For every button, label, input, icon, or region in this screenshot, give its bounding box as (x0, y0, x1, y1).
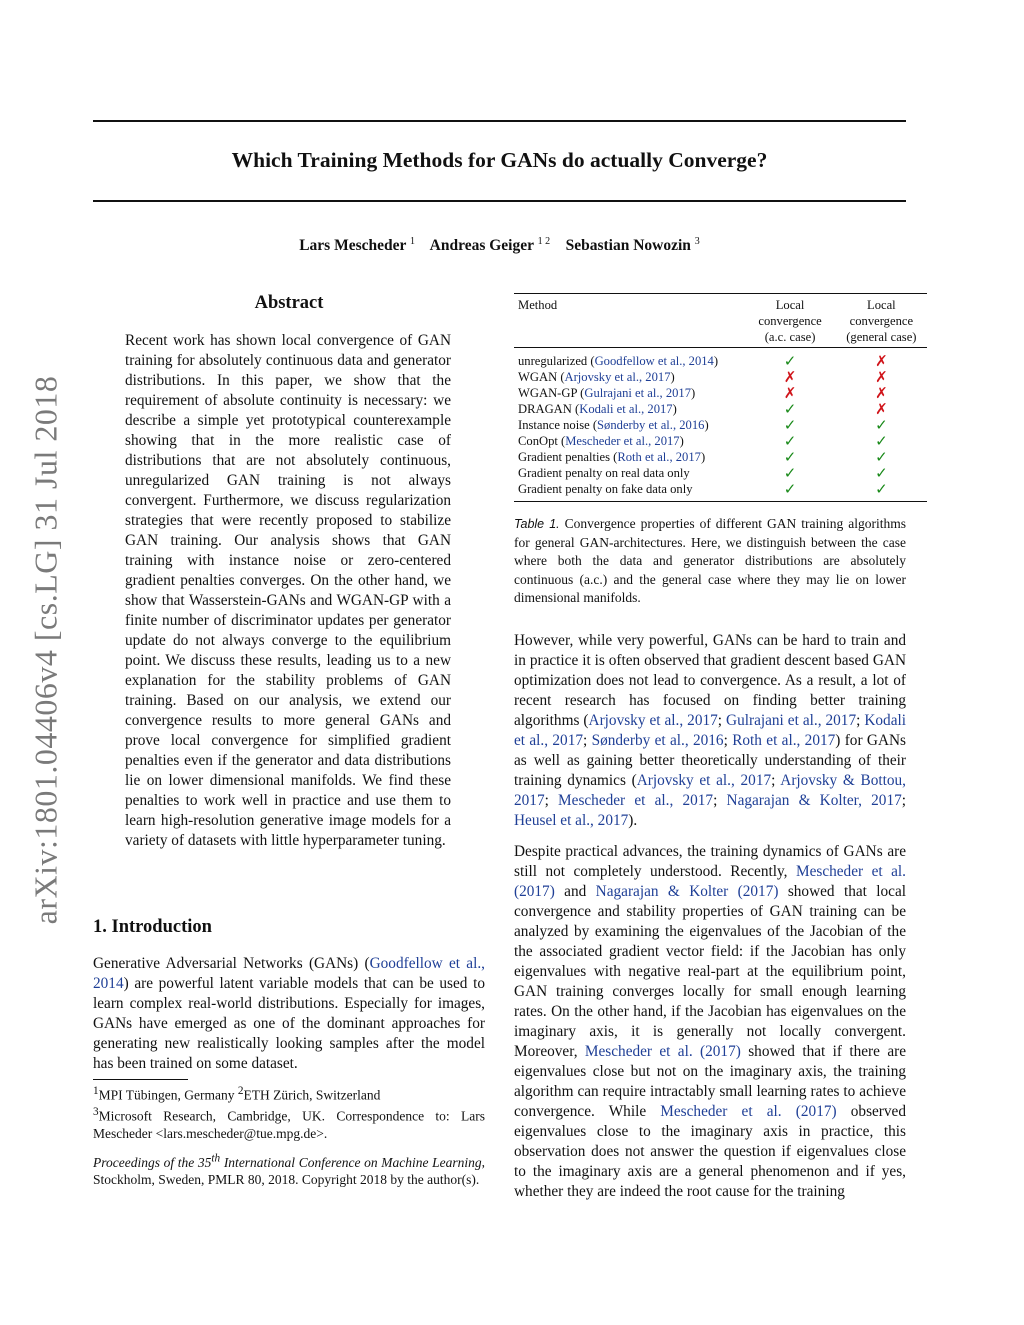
text-run: ) for GANs as well as gaining better theoretically understanding of their training dynamics ( (514, 732, 906, 789)
method-name: Gradient penalty on fake data only (518, 482, 693, 496)
affiliation-footnote (93, 1083, 485, 1143)
citation-link[interactable]: Goodfellow et al., 2014 (594, 354, 714, 368)
method-cell: DRAGAN (Kodali et al., 2017) (518, 402, 677, 416)
proceedings-text: Proceedings of the (93, 1154, 198, 1170)
text-run: ; (717, 712, 727, 729)
author-list (93, 236, 906, 255)
title-rule-top (93, 120, 906, 122)
check-mark-icon: ✓ (875, 448, 888, 466)
cross-mark-icon: ✗ (875, 368, 888, 386)
header-line: (general case) (846, 330, 917, 344)
table-header-row (514, 294, 927, 348)
footnote-marker: 2 (237, 1085, 244, 1097)
citation-link[interactable]: Mescheder et al., 2017 (558, 792, 714, 809)
conference-name: International Conference on Machine Learning (220, 1154, 482, 1170)
text-run: Despite practical advances, the training dynamics of GANs are still not completely understood. Recently, (514, 843, 906, 880)
table-row (514, 348, 927, 370)
author-name: Andreas Geiger (429, 237, 534, 255)
check-mark-icon: ✓ (875, 464, 888, 482)
text-run: ; (856, 712, 865, 729)
convergence-table (514, 293, 927, 502)
table-row (514, 417, 927, 433)
author-affiliation: 1 2 (537, 236, 551, 247)
citation-link[interactable]: Nagarajan & Kolter, 2017 (726, 792, 902, 809)
text-run: ; (544, 792, 559, 809)
footnote-marker: 1 (93, 1085, 99, 1097)
intro-paragraph (93, 954, 485, 1074)
abstract-heading: Abstract (254, 293, 324, 313)
method-cell: Instance noise (Sønderby et al., 2016) (518, 418, 709, 432)
check-mark-icon: ✓ (875, 432, 888, 450)
citation-link[interactable]: Nagarajan & Kolter (2017) (595, 883, 779, 900)
author-name: Sebastian Nowozin (565, 237, 691, 255)
table-row (514, 385, 927, 401)
citation-link[interactable]: Roth et al., 2017 (732, 732, 836, 749)
method-name: WGAN (518, 370, 558, 384)
abstract-text: Recent work has shown local convergence of GAN training for absolutely continuous data and generator distributions. In this paper, we show that the requirement of absolute continuity is necessary: we describe a simple yet prototypical counterexample showing that in the more realistic case of distributions that are not absolutely continuous, unregularized GAN training is not always convergent. Furthermore, we discuss regularization strategies that were recently proposed to stabilize GAN training. Our analysis shows that GAN training with instance noise or zero-centered gradient penalties converges. On the other hand, we show that Wasserstein-GANs and WGAN-GP with a finite number of discriminator updates per generator update do not always converge to the equilibrium point. We discuss these results, leading us to a new explanation for the stability problems of GAN training. Based on our analysis, we extend our convergence results to more general GANs and prove local convergence for simplified gradient penalties even if the generator and data distributions lie on lower dimensional manifolds. We find these penalties to work well in practice and use them to learn high-resolution generative image models for a variety of datasets with little hyperparameter tuning. (125, 332, 451, 849)
caption-text: Convergence properties of different GAN training algorithms for general GAN-architectures. Here, we distinguish between the case where both the data and generator distributions are absolutely continuous (a.c.) and the general case where they may lie on lower dimensional manifolds. (514, 516, 906, 605)
table-row (514, 433, 927, 449)
citation-link[interactable]: Arjovsky et al., 2017 (636, 772, 772, 789)
text-run: showed that local convergence and stability properties of GAN training can be analyzed by examining the eigenvalues of the Jacobian of the the associated gradient vector field: if the Jacobian has only eigenvalues with negative real-part at the equilibrium point, GAN training converges locally for small enough learning rates. On the other hand, if the Jacobian has eigenvalues on the imaginary axis, it is generally not locally convergent. Moreover, (514, 883, 906, 1060)
text-run: observed eigenvalues close to the imaginary axis in practice, this observation does not answer the question if eigenvalues close to the imaginary axis are a general phenomenon and if yes, whether they are indeed the root cause for the training (514, 1103, 906, 1200)
body-paragraph-2 (514, 842, 906, 1202)
text-run: ; (901, 792, 907, 809)
text-run: ; (771, 772, 781, 789)
citation-link[interactable]: Mescheder et al. (2017) (584, 1043, 741, 1060)
check-mark-icon: ✓ (783, 448, 797, 466)
header-line: Local (867, 298, 896, 312)
header-line: convergence (758, 314, 822, 328)
method-cell: unregularized (Goodfellow et al., 2014) (518, 354, 719, 368)
proceedings-footnote (93, 1150, 485, 1189)
text-run: ; (723, 732, 733, 749)
table-body (514, 348, 927, 502)
affiliation-text: MPI Tübingen, Germany (98, 1087, 238, 1103)
check-mark-icon: ✓ (783, 432, 797, 450)
column-header-method: Method (518, 298, 558, 312)
citation-link[interactable]: Kodali et al., 2017 (579, 402, 673, 416)
citation-link[interactable]: Roth et al., 2017 (617, 450, 701, 464)
method-cell (514, 481, 744, 502)
citation-link[interactable]: Arjovsky et al., 2017 (564, 370, 671, 384)
cross-mark-icon: ✗ (875, 400, 888, 418)
citation-link[interactable]: Sønderby et al., 2016 (597, 418, 705, 432)
text-run: and (554, 883, 596, 900)
text-run: ; (583, 732, 592, 749)
table-caption (514, 515, 906, 608)
check-mark-icon: ✓ (783, 464, 797, 482)
affiliation-text: Microsoft Research, Cambridge, UK. Correspondence to: Lars Mescheder <lars.mescheder@tue.mpg.de>. (93, 1108, 485, 1141)
method-cell: WGAN-GP (Gulrajani et al., 2017) (518, 386, 696, 400)
cross-mark-icon: ✗ (783, 368, 797, 386)
table-row (514, 369, 927, 385)
citation-link[interactable]: Heusel et al., 2017 (514, 812, 629, 829)
citation-link[interactable]: Kodali et al., 2017 (514, 712, 906, 749)
arxiv-watermark: arXiv:1801.04406v4 [cs.LG] 31 Jul 2018 (27, 375, 64, 925)
table-row (514, 465, 927, 481)
method-name: unregularized (518, 354, 588, 368)
proceedings-text: , Stockholm, Sweden, PMLR 80, 2018. Copyright 2018 by the author(s). (93, 1154, 485, 1187)
citation-link[interactable]: Mescheder et al. (2017) (660, 1103, 837, 1120)
text-run: However, while very powerful, GANs can be hard to train and in practice it is often observed that gradient descent based GAN optimization does not lead to convergence. As a result, a lot of recent research has focused on finding better training algorithms ( (514, 632, 906, 729)
cross-mark-icon: ✗ (783, 384, 797, 402)
method-name: Instance noise (518, 418, 590, 432)
citation-link[interactable]: Goodfellow et al., 2014 (93, 955, 485, 992)
body-paragraph-1 (514, 631, 906, 831)
check-mark-icon: ✓ (783, 352, 797, 370)
method-cell: Gradient penalties (Roth et al., 2017) (518, 450, 706, 464)
header-line: Local (775, 298, 805, 312)
method-name: Gradient penalty on real data only (518, 466, 690, 480)
cross-mark-icon: ✗ (875, 384, 888, 402)
method-cell: WGAN (Arjovsky et al., 2017) (518, 370, 675, 384)
header-line: convergence (849, 314, 914, 328)
caption-label: Table 1. (514, 517, 560, 531)
method-cell: ConOpt (Mescheder et al., 2017) (518, 434, 684, 448)
citation-link[interactable]: Arjovsky et al., 2017 (588, 712, 718, 729)
text-run: ; (713, 792, 727, 809)
check-mark-icon: ✓ (783, 480, 797, 498)
author-name: Lars Mescheder (299, 237, 407, 255)
table-row (514, 401, 927, 417)
check-mark-icon: ✓ (783, 416, 797, 434)
conference-number: 35 (197, 1154, 212, 1170)
citation-link[interactable]: Gulrajani et al., 2017 (726, 712, 857, 729)
text-run: showed that if there are eigenvalues close but not on the imaginary axis, the training algorithm can require intractably small learning rates to achieve convergence. While (514, 1043, 906, 1120)
title-rule-bottom (93, 200, 906, 202)
text-run: ) are powerful latent variable models that can be used to learn complex real-world distributions. Especially for images, GANs have emerged as one of the dominant approaches for generating new realistically looking samples after the model has been trained on some dataset. (93, 975, 485, 1072)
method-name: ConOpt (518, 434, 558, 448)
method-cell (514, 465, 744, 481)
paper-title: Which Training Methods for GANs do actually Converge? (231, 148, 768, 172)
citation-link[interactable]: Mescheder et al. (2017) (514, 863, 906, 900)
check-mark-icon: ✓ (783, 400, 797, 418)
ordinal-suffix: th (211, 1152, 221, 1164)
citation-link[interactable]: Gulrajani et al., 2017 (584, 386, 692, 400)
citation-link[interactable]: Arjovsky & Bottou, 2017 (514, 772, 906, 809)
footnote-marker: 3 (93, 1106, 99, 1118)
citation-link[interactable]: Mescheder et al., 2017 (565, 434, 680, 448)
method-name: WGAN-GP (518, 386, 577, 400)
author-affiliation: 3 (694, 236, 700, 247)
method-name: DRAGAN (518, 402, 572, 416)
table-row (514, 481, 927, 502)
header-line: (a.c. case) (764, 330, 816, 344)
cross-mark-icon: ✗ (875, 352, 888, 370)
method-name: Gradient penalties (518, 450, 610, 464)
check-mark-icon: ✓ (875, 480, 888, 498)
citation-link[interactable]: Sønderby et al., 2016 (591, 732, 724, 749)
check-mark-icon: ✓ (875, 416, 888, 434)
column-header-general (836, 294, 927, 348)
column-header-ac (744, 294, 835, 348)
text-run: Generative Adversarial Networks (GANs) ( (93, 955, 370, 972)
affiliation-text: ETH Zürich, Switzerland (243, 1087, 381, 1103)
text-run: ). (628, 812, 638, 829)
author-affiliation: 1 (410, 236, 415, 247)
footnote-rule (93, 1079, 188, 1080)
table-row (514, 449, 927, 465)
section-heading-introduction: 1. Introduction (93, 917, 212, 937)
